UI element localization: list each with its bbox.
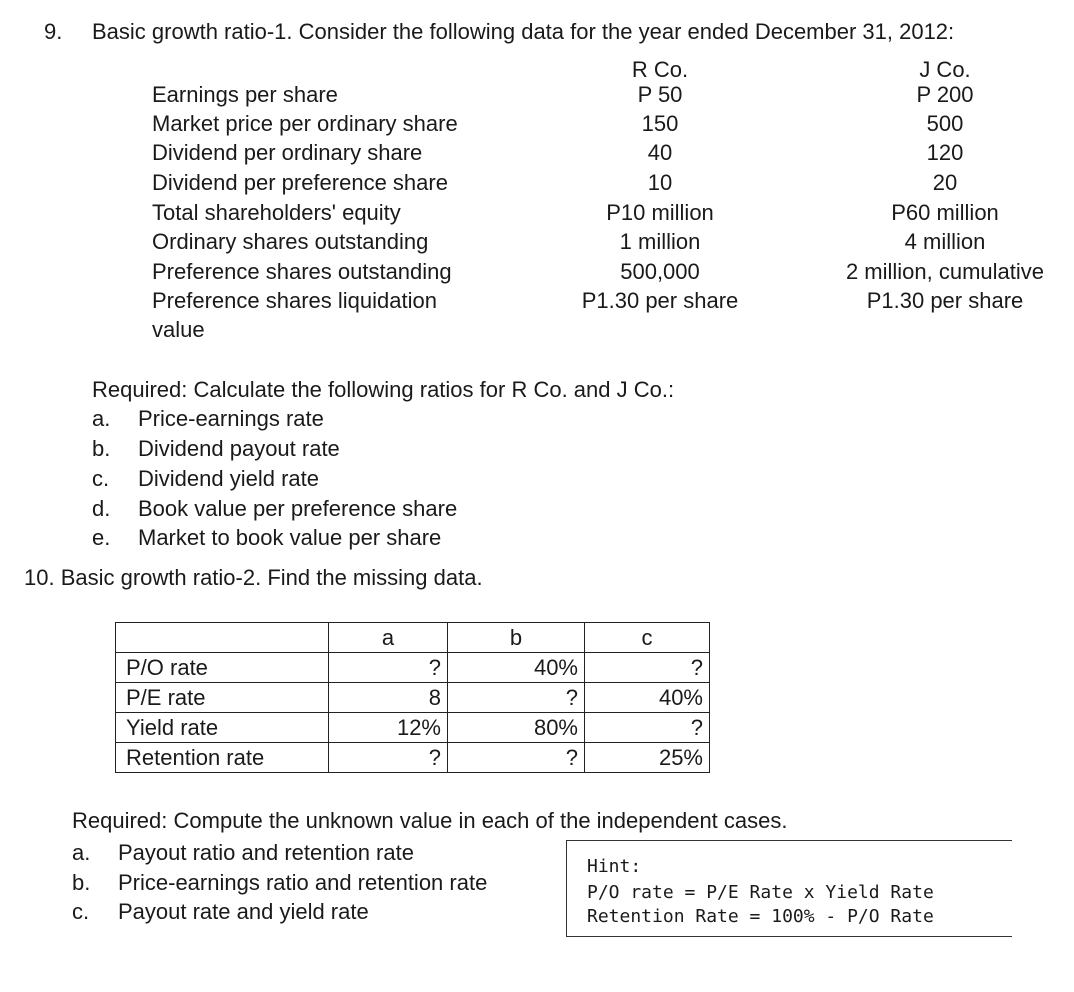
p9-item-c-letter: c. [92,466,110,491]
p9-item-e-text: Market to book value per share [138,525,442,550]
p9-item-c-text: Dividend yield rate [138,466,319,491]
table-cell: 40% [585,683,710,713]
table-row [116,743,710,773]
row-value-j-market-price: 500 [926,111,964,136]
row-label-eps: Earnings per share [152,82,338,107]
row-label-total-equity: Total shareholders' equity [152,200,401,225]
row-value-j-dividend-ordinary: 120 [926,140,964,165]
table-cell: 12% [329,713,448,743]
table-header-cell: b [448,623,585,653]
hint-formula-retention: Retention Rate = 100% - P/O Rate [587,906,934,927]
row-value-r-ordinary-outstanding: 1 million [619,229,701,254]
row-label-preference-liquidation-cont: value [152,317,205,342]
table-cell: ? [448,683,585,713]
p9-item-a-text: Price-earnings rate [138,406,324,431]
column-header-j-co: J Co. [919,57,971,82]
hint-box [566,840,1012,937]
row-value-r-dividend-ordinary: 40 [647,140,673,165]
p9-item-d-text: Book value per preference share [138,496,458,521]
p10-item-b-letter: b. [72,870,91,895]
table-cell: P/O rate [116,653,329,683]
table-header-cell: c [585,623,710,653]
table-row [116,683,710,713]
table-cell: 25% [585,743,710,773]
p9-item-a-letter: a. [92,406,111,431]
table-header-cell: a [329,623,448,653]
table-cell: 40% [448,653,585,683]
table-header-cell [116,623,329,653]
problem-10-title: 10. Basic growth ratio-2. Find the missing data. [24,565,483,590]
row-value-j-preference-outstanding: 2 million, cumulative [845,259,1045,284]
row-value-r-eps: P 50 [637,82,683,107]
row-label-preference-liquidation: Preference shares liquidation [152,288,437,313]
missing-data-table [115,622,710,773]
row-value-j-preference-liquidation: P1.30 per share [866,288,1024,313]
p10-item-a-letter: a. [72,840,91,865]
p9-item-d-letter: d. [92,496,111,521]
hint-formula-po: P/O rate = P/E Rate x Yield Rate [587,882,934,903]
p9-item-b-text: Dividend payout rate [138,436,340,461]
hint-title: Hint: [587,856,642,877]
table-cell: ? [329,653,448,683]
table-cell: ? [329,743,448,773]
row-value-r-market-price: 150 [641,111,679,136]
row-label-market-price: Market price per ordinary share [152,111,458,136]
row-label-ordinary-outstanding: Ordinary shares outstanding [152,229,429,254]
row-label-dividend-preference: Dividend per preference share [152,170,448,195]
row-value-r-total-equity: P10 million [606,200,714,225]
table-cell: ? [448,743,585,773]
row-value-j-dividend-preference: 20 [932,170,958,195]
table-cell: 8 [329,683,448,713]
table-cell: Yield rate [116,713,329,743]
row-value-r-dividend-preference: 10 [647,170,673,195]
p10-item-b-text: Price-earnings ratio and retention rate [118,870,488,895]
row-label-dividend-ordinary: Dividend per ordinary share [152,140,423,165]
p10-item-c-letter: c. [72,899,90,924]
table-cell: Retention rate [116,743,329,773]
column-header-r-co: R Co. [631,57,689,82]
p10-item-a-text: Payout ratio and retention rate [118,840,414,865]
p9-item-b-letter: b. [92,436,111,461]
problem-9-required: Required: Calculate the following ratios for R Co. and J Co.: [92,377,675,402]
table-header-row [116,623,710,653]
row-value-j-total-equity: P60 million [891,200,999,225]
table-cell: ? [585,713,710,743]
row-label-preference-outstanding: Preference shares outstanding [152,259,452,284]
table-cell: P/E rate [116,683,329,713]
problem-9-number: 9. [44,19,63,44]
p9-item-e-letter: e. [92,525,111,550]
row-value-r-preference-outstanding: 500,000 [620,259,700,284]
table-row [116,653,710,683]
row-value-j-eps: P 200 [916,82,974,107]
table-cell: ? [585,653,710,683]
table-cell: 80% [448,713,585,743]
row-value-r-preference-liquidation: P1.30 per share [581,288,739,313]
row-value-j-ordinary-outstanding: 4 million [904,229,986,254]
table-row [116,713,710,743]
p10-item-c-text: Payout rate and yield rate [118,899,369,924]
problem-9-title: Basic growth ratio-1. Consider the following data for the year ended December 31, 2012: [92,19,955,44]
problem-10-required: Required: Compute the unknown value in each of the independent cases. [72,808,788,833]
